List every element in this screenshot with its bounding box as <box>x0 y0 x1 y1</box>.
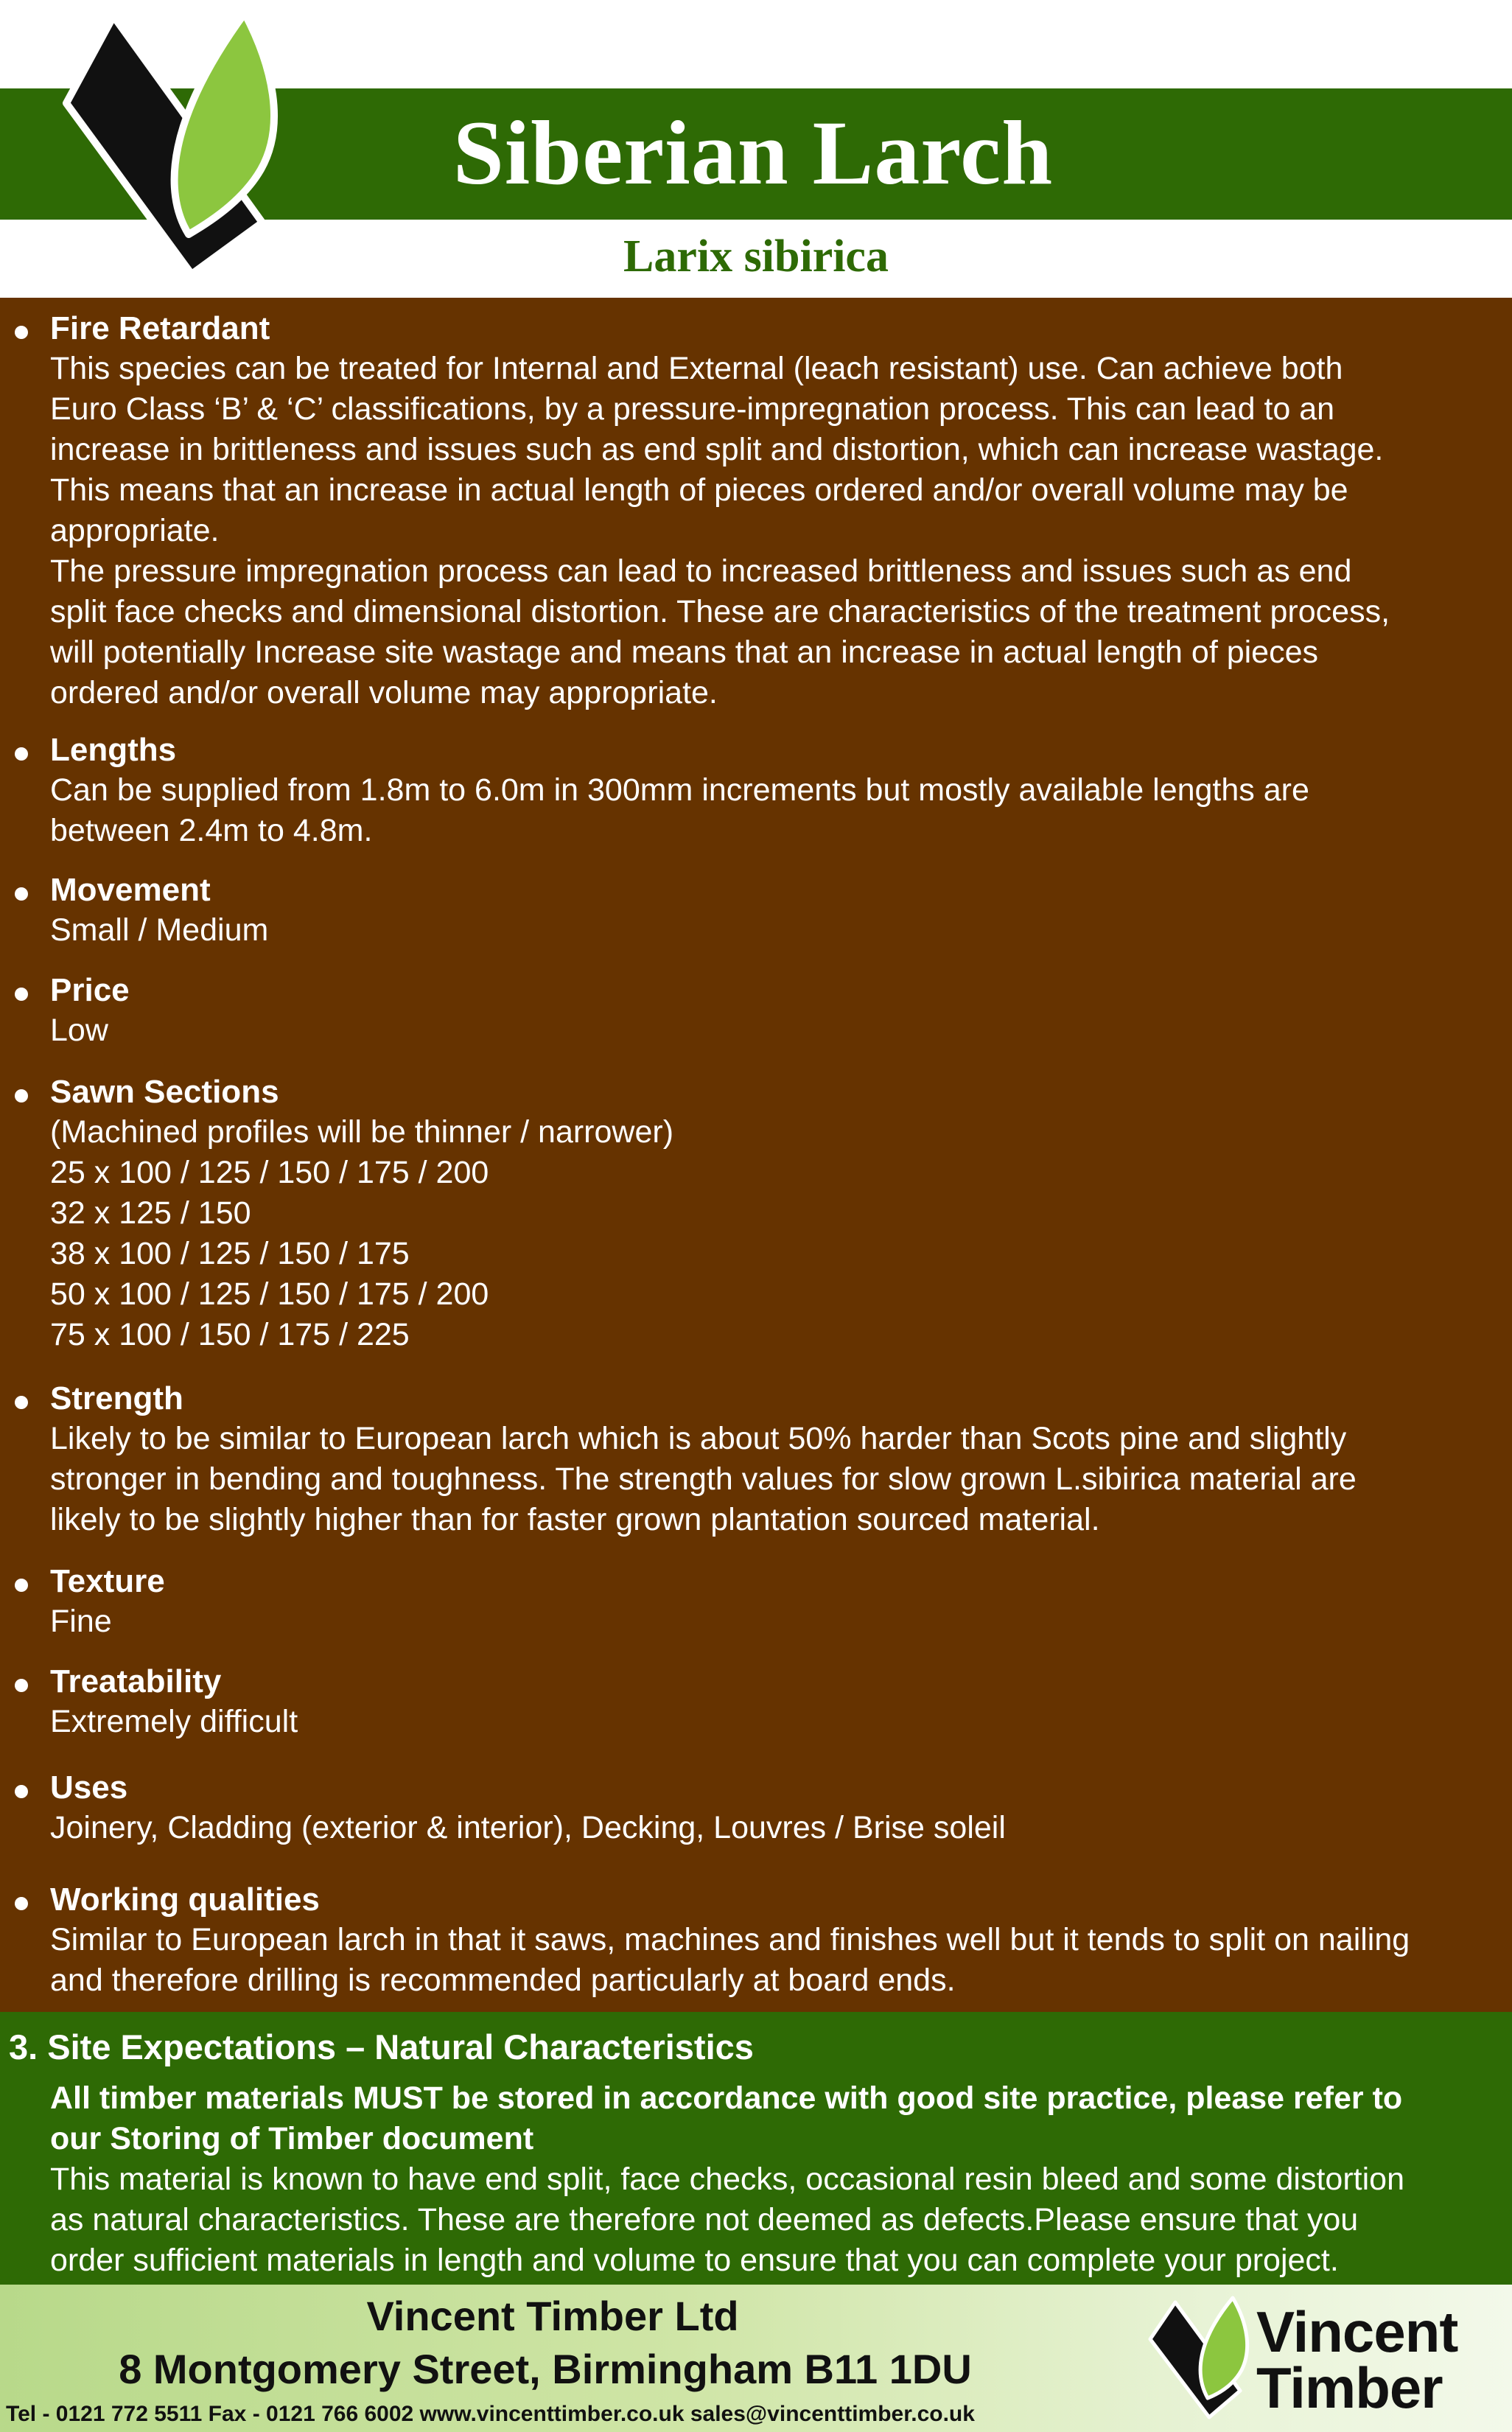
description-line: increase in brittleness and issues such as end split and distortion, which can increase wastage. <box>50 432 1384 467</box>
bullet-icon <box>15 1089 28 1103</box>
company-name: Vincent Timber Ltd <box>366 2293 739 2339</box>
property-description <box>50 1010 1502 1051</box>
property-title: Texture <box>50 1563 165 1599</box>
characteristics-line: order sufficient materials in length and volume to ensure that you can complete your project. <box>50 2243 1339 2278</box>
description-line: The pressure impregnation process can lead to increased brittleness and issues such as end <box>50 553 1352 589</box>
page-title: Siberian Larch <box>452 102 1054 203</box>
property-description <box>50 1808 1502 1848</box>
description-line: will potentially Increase site wastage and means that an increase in actual length of pieces <box>50 635 1319 670</box>
property-description <box>50 1419 1502 1540</box>
description-line: likely to be slightly higher than for faster grown plantation sourced material. <box>50 1502 1100 1537</box>
bullet-icon <box>15 747 28 761</box>
description-line: split face checks and dimensional distortion. These are characteristics of the treatment process, <box>50 594 1390 629</box>
footer-logo <box>1146 2293 1499 2426</box>
bullet-icon <box>15 1396 28 1409</box>
property-description <box>50 910 1502 951</box>
characteristics-line: This material is known to have end split, face checks, occasional resin bleed and some distortion <box>50 2162 1404 2197</box>
bullet-icon <box>15 887 28 901</box>
page-subtitle: Larix sibirica <box>623 231 889 282</box>
logo-word-timber: Timber <box>1256 2355 1443 2420</box>
page-footer <box>0 2285 1512 2432</box>
description-line: Can be supplied from 1.8m to 6.0m in 300mm increments but mostly available lengths are <box>50 772 1309 808</box>
property-title: Working qualities <box>50 1881 320 1918</box>
site-expectations-heading: 3. Site Expectations – Natural Characteristics <box>9 2027 754 2066</box>
property-title: Fire Retardant <box>50 310 270 346</box>
page-header <box>0 0 1512 298</box>
bullet-icon <box>15 326 28 339</box>
description-line: and therefore drilling is recommended particularly at board ends. <box>50 1963 956 1998</box>
company-address: 8 Montgomery Street, Birmingham B11 1DU <box>119 2346 972 2392</box>
property-title: Strength <box>50 1380 183 1416</box>
property-title: Treatability <box>50 1663 222 1699</box>
description-line: 32 x 125 / 150 <box>50 1195 251 1231</box>
bullet-icon <box>15 988 28 1001</box>
description-line: Joinery, Cladding (exterior & interior), Decking, Louvres / Brise soleil <box>50 1810 1006 1845</box>
property-title: Lengths <box>50 732 177 768</box>
description-line: Small / Medium <box>50 912 269 948</box>
description-line: ordered and/or overall volume may appropriate. <box>50 675 718 710</box>
description-line: 75 x 100 / 150 / 175 / 225 <box>50 1317 410 1352</box>
description-line: This means that an increase in actual length of pieces ordered and/or overall volume may be <box>50 472 1348 508</box>
description-line: 38 x 100 / 125 / 150 / 175 <box>50 1236 410 1271</box>
description-line: stronger in bending and toughness. The strength values for slow grown L.sibirica material are <box>50 1461 1357 1497</box>
description-line: 50 x 100 / 125 / 150 / 175 / 200 <box>50 1276 489 1312</box>
storage-notice-line: our Storing of Timber document <box>50 2121 534 2156</box>
storage-notice <box>50 2078 1502 2159</box>
property-description <box>50 349 1502 713</box>
storage-notice-line: All timber materials MUST be stored in accordance with good site practice, please refer to <box>50 2080 1403 2116</box>
property-description <box>50 1702 1502 1742</box>
site-expectations-section <box>0 2012 1512 2285</box>
property-description <box>50 770 1502 851</box>
description-line: between 2.4m to 4.8m. <box>50 813 373 848</box>
bullet-icon <box>15 1579 28 1592</box>
property-description <box>50 1601 1502 1642</box>
logo-word-vincent: Vincent <box>1256 2299 1458 2364</box>
description-line: 25 x 100 / 125 / 150 / 175 / 200 <box>50 1155 489 1190</box>
description-line: Fine <box>50 1604 112 1639</box>
footer-logo-wordmark <box>1256 2299 1458 2420</box>
property-description <box>50 1920 1502 2001</box>
bullet-icon <box>15 1679 28 1692</box>
bullet-icon <box>15 1897 28 1910</box>
description-line: Extremely difficult <box>50 1704 298 1739</box>
properties-section <box>0 298 1512 2012</box>
description-line: Low <box>50 1013 108 1048</box>
description-line: Likely to be similar to European larch which is about 50% harder than Scots pine and slightly <box>50 1421 1347 1456</box>
description-line: Euro Class ‘B’ & ‘C’ classifications, by a pressure-impregnation process. This can lead to an <box>50 391 1335 427</box>
natural-characteristics-text <box>50 2159 1502 2281</box>
property-title: Sawn Sections <box>50 1074 279 1110</box>
characteristics-line: as natural characteristics. These are therefore not deemed as defects.Please ensure that you <box>50 2202 1359 2237</box>
company-contact: Tel - 0121 772 5511 Fax - 0121 766 6002 www.vincenttimber.co.uk sales@vincenttimber.co.uk <box>6 2402 975 2426</box>
description-line: This species can be treated for Internal and External (leach resistant) use. Can achieve both <box>50 351 1343 386</box>
description-line: appropriate. <box>50 513 220 548</box>
bullet-icon <box>15 1785 28 1798</box>
description-line: (Machined profiles will be thinner / narrower) <box>50 1114 674 1150</box>
vincent-timber-logo-icon <box>1146 2293 1264 2426</box>
property-title: Movement <box>50 872 211 908</box>
property-description <box>50 1112 1502 1355</box>
description-line: Similar to European larch in that it saws, machines and finishes well but it tends to split on nailing <box>50 1922 1410 1957</box>
property-title: Price <box>50 972 130 1008</box>
property-title: Uses <box>50 1769 128 1806</box>
